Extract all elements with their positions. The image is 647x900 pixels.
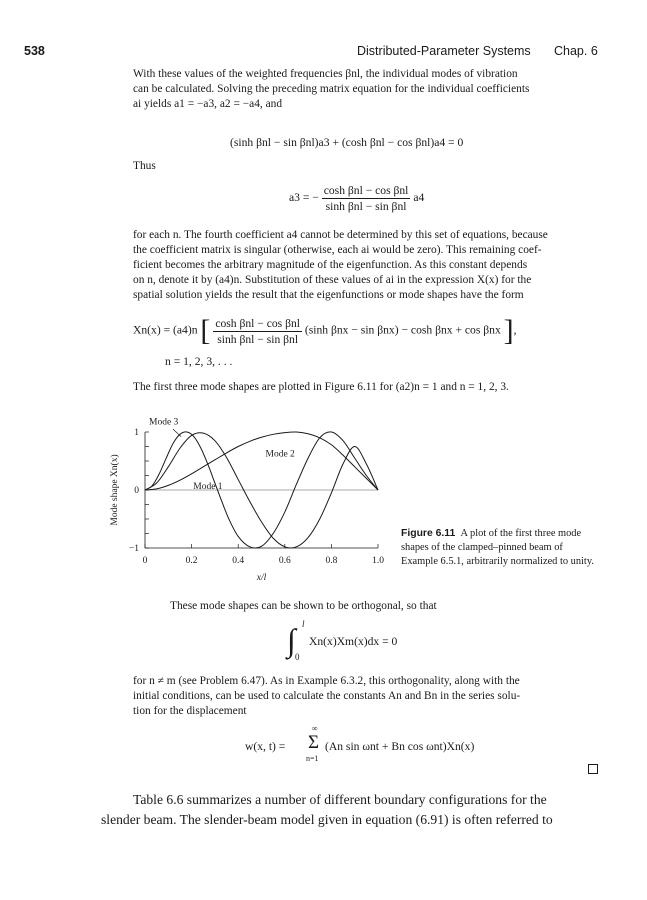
x-tick-label: 0.8 [325,556,338,566]
equation-2-numerator: cosh βnl − cos βnl [323,184,409,197]
y-tick-label: 0 [134,486,139,496]
series-line-mode-2 [145,433,378,548]
y-tick-label: −1 [128,544,139,554]
equation-2-denominator: sinh βnl − sin βnl [325,200,407,213]
sum-lower-limit: n=1 [306,754,319,763]
page-number: 538 [24,44,45,58]
annotation-mode-3: Mode 3 [149,417,179,428]
figure-mode-shapes-chart [98,405,398,595]
equation-2-fraction [322,184,411,213]
integral-lower-limit: 0 [295,652,300,662]
running-title: Distributed-Parameter Systems [357,44,531,58]
equation-3-index: n = 1, 2, 3, . . . [165,355,233,368]
equation-2-lhs: a3 = − [289,191,319,205]
paragraph-line: spatial solution yields the result that the eigenfunctions or mode shapes have the form [133,289,524,301]
integral-sign: ∫ [287,622,296,658]
integral-upper-limit: l [302,619,305,629]
equation-3-fraction [213,317,302,346]
x-tick-label: 0 [142,556,148,566]
equation-4 [287,619,447,664]
equation-1: (sinh βnl − sin βnl)a3 + (cosh βnl − cos βnl)a4 = 0 [230,136,464,149]
paragraph-line: slender beam. The slender-beam model given in equation (6.91) is often referred to [101,812,553,827]
equation-3-numerator: cosh βnl − cos βnl [215,316,300,330]
y-tick-label: 1 [134,428,139,438]
paragraph-line: tion for the displacement [133,705,247,717]
mode-3-leader-line [173,429,181,437]
x-axis-label: x/l [256,573,267,583]
paragraph-line: on n, denote it by (a4)n. Substitution of these values of ai in the expression X(x) for the [133,274,532,286]
paragraph-line: for each n. The fourth coefficient a4 cannot be determined by this set of equations, because [133,229,548,241]
annotation-mode-2: Mode 2 [265,449,295,460]
paragraph-line: can be calculated. Solving the preceding matrix equation for the individual coefficients [133,83,530,95]
equation-2 [289,184,424,213]
annotation-mode-1: Mode 1 [193,481,223,492]
x-tick-label: 0.6 [278,556,291,566]
paragraph-5 [133,674,596,719]
y-axis-label: Mode shape Xn(x) [110,454,120,526]
equation-5-lhs: w(x, t) = [245,740,286,753]
x-tick-label: 0.4 [232,556,245,566]
paragraph-line: ai yields a1 = −a3, a2 = −a4, and [133,98,283,110]
integral-body: Xn(x)Xm(x)dx = 0 [309,635,398,648]
equation-3 [133,314,517,348]
equation-5 [245,726,485,766]
equation-3-comma: , [513,323,517,337]
equation-3-denominator: sinh βnl − sin βnl [217,332,299,346]
left-bracket: [ [200,314,211,347]
paragraph-line: ficient becomes the arbitrary magnitude of the eigenfunction. As this constant depends [133,259,528,271]
paragraph-1 [133,67,596,112]
paragraph-4: These mode shapes can be shown to be orthogonal, so that [170,600,437,612]
chapter-label: Chap. 6 [554,44,598,58]
sum-sign: Σ [308,732,320,753]
figure-caption-text: A plot of the first three mode shapes of the clamped–pinned beam of Example 6.5.1, arbitrarily normalized to unity. [401,528,594,567]
equation-2-tail: a4 [413,191,425,205]
x-tick-label: 0.2 [185,556,198,566]
paragraph-line: for n ≠ m (see Problem 6.47). As in Example 6.3.2, this orthogonality, along with the [133,675,520,687]
equation-3-lhs: Xn(x) = (a4)n [133,323,198,337]
paragraph-line: initial conditions, can be used to calculate the constants An and Bn in the series solu- [133,690,521,702]
x-tick-label: 1.0 [372,556,384,566]
paragraph-line: the coefficient matrix is singular (otherwise, each ai would be zero). This remaining coef- [133,244,542,256]
paragraph-line: With these values of the weighted frequencies βnl, the individual modes of vibration [133,68,518,80]
paragraph-6 [101,790,597,830]
equation-5-body: (An sin ωnt + Bn cos ωnt)Xn(x) [325,740,475,753]
figure-caption-label: Figure 6.11 [401,528,456,539]
equation-3-tail: (sinh βnx − sin βnx) − cosh βnx + cos βnx [304,323,501,337]
sum-upper-limit: ∞ [312,724,318,733]
figure-caption [401,527,596,569]
paragraph-3: The first three mode shapes are plotted in Figure 6.11 for (a2)n = 1 and n = 1, 2, 3. [133,381,509,393]
thus-label: Thus [133,160,156,172]
right-bracket: ] [503,314,514,347]
paragraph-2 [133,228,596,303]
paragraph-line: Table 6.6 summarizes a number of different boundary configurations for the [133,792,547,807]
end-of-example-box [588,764,598,774]
